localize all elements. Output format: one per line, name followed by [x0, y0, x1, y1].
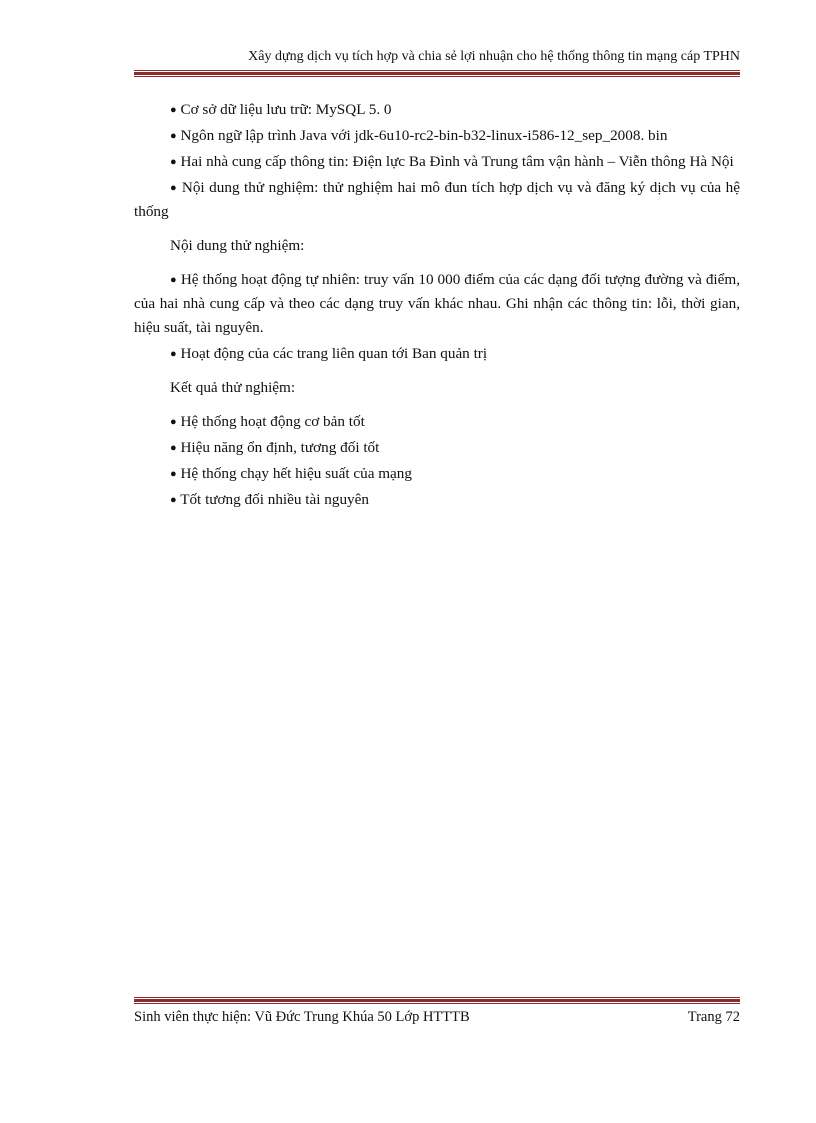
- page-number: Trang 72: [687, 1009, 740, 1025]
- bullet-icon: ●: [170, 416, 177, 428]
- list-item: ● Ngôn ngữ lập trình Java với jdk-6u10-rc2-bin-b32-linux-i586-12_sep_2008. bin: [170, 127, 668, 144]
- list-item: ● Hai nhà cung cấp thông tin: Điện lực Ba Đình và Trung tâm vận hành – Viễn thông Hà Nội: [170, 153, 734, 170]
- bullet-icon: ●: [170, 156, 177, 168]
- section-heading-test-content: Nội dung thử nghiệm:: [170, 237, 305, 254]
- list-item: ● Hoạt động của các trang liên quan tới Ban quản trị: [170, 345, 488, 362]
- bullet-icon: ●: [170, 348, 177, 360]
- list-item: ● Cơ sở dữ liệu lưu trữ: MySQL 5. 0: [170, 101, 392, 118]
- bullet-icon: ●: [170, 442, 177, 454]
- bullet-icon: ●: [170, 494, 177, 506]
- bullet-icon: ●: [170, 182, 178, 194]
- running-header: Xây dựng dịch vụ tích hợp và chia sẻ lợi nhuận cho hệ thống thông tin mạng cáp TPHN: [248, 49, 740, 64]
- bullet-icon: ●: [170, 104, 177, 116]
- list-item: ● Hiệu năng ổn định, tương đối tốt: [170, 439, 380, 456]
- list-item: ● Hệ thống chạy hết hiệu suất của mạng: [170, 465, 412, 482]
- footer-rule: [134, 997, 740, 1004]
- section-heading-results: Kết quả thử nghiệm:: [170, 379, 296, 396]
- body-text: [134, 96, 740, 512]
- bullet-icon: ●: [170, 274, 177, 286]
- list-item: ● Nội dung thử nghiệm: thử nghiệm hai mô đun tích hợp dịch vụ và đăng ký dịch vụ của hệ thống: [134, 179, 740, 220]
- bullet-icon: ●: [170, 130, 177, 142]
- header-rule: [134, 70, 740, 77]
- footer-author: Sinh viên thực hiện: Vũ Đức Trung Khúa 50 Lớp HTTTB: [134, 1009, 470, 1025]
- list-item: ● Hệ thống hoạt động cơ bản tốt: [170, 413, 365, 430]
- list-item: ● Tốt tương đối nhiều tài nguyên: [170, 491, 369, 508]
- bullet-icon: ●: [170, 468, 177, 480]
- list-item: ● Hệ thống hoạt động tự nhiên: truy vấn 10 000 điểm của các dạng đối tượng đường và điểm, của hai nhà cung cấp và theo các dạng truy vấn khác nhau. Ghi nhận các thông tin: lỗi, thời gian, hiệu suất, tài nguyên.: [134, 271, 740, 336]
